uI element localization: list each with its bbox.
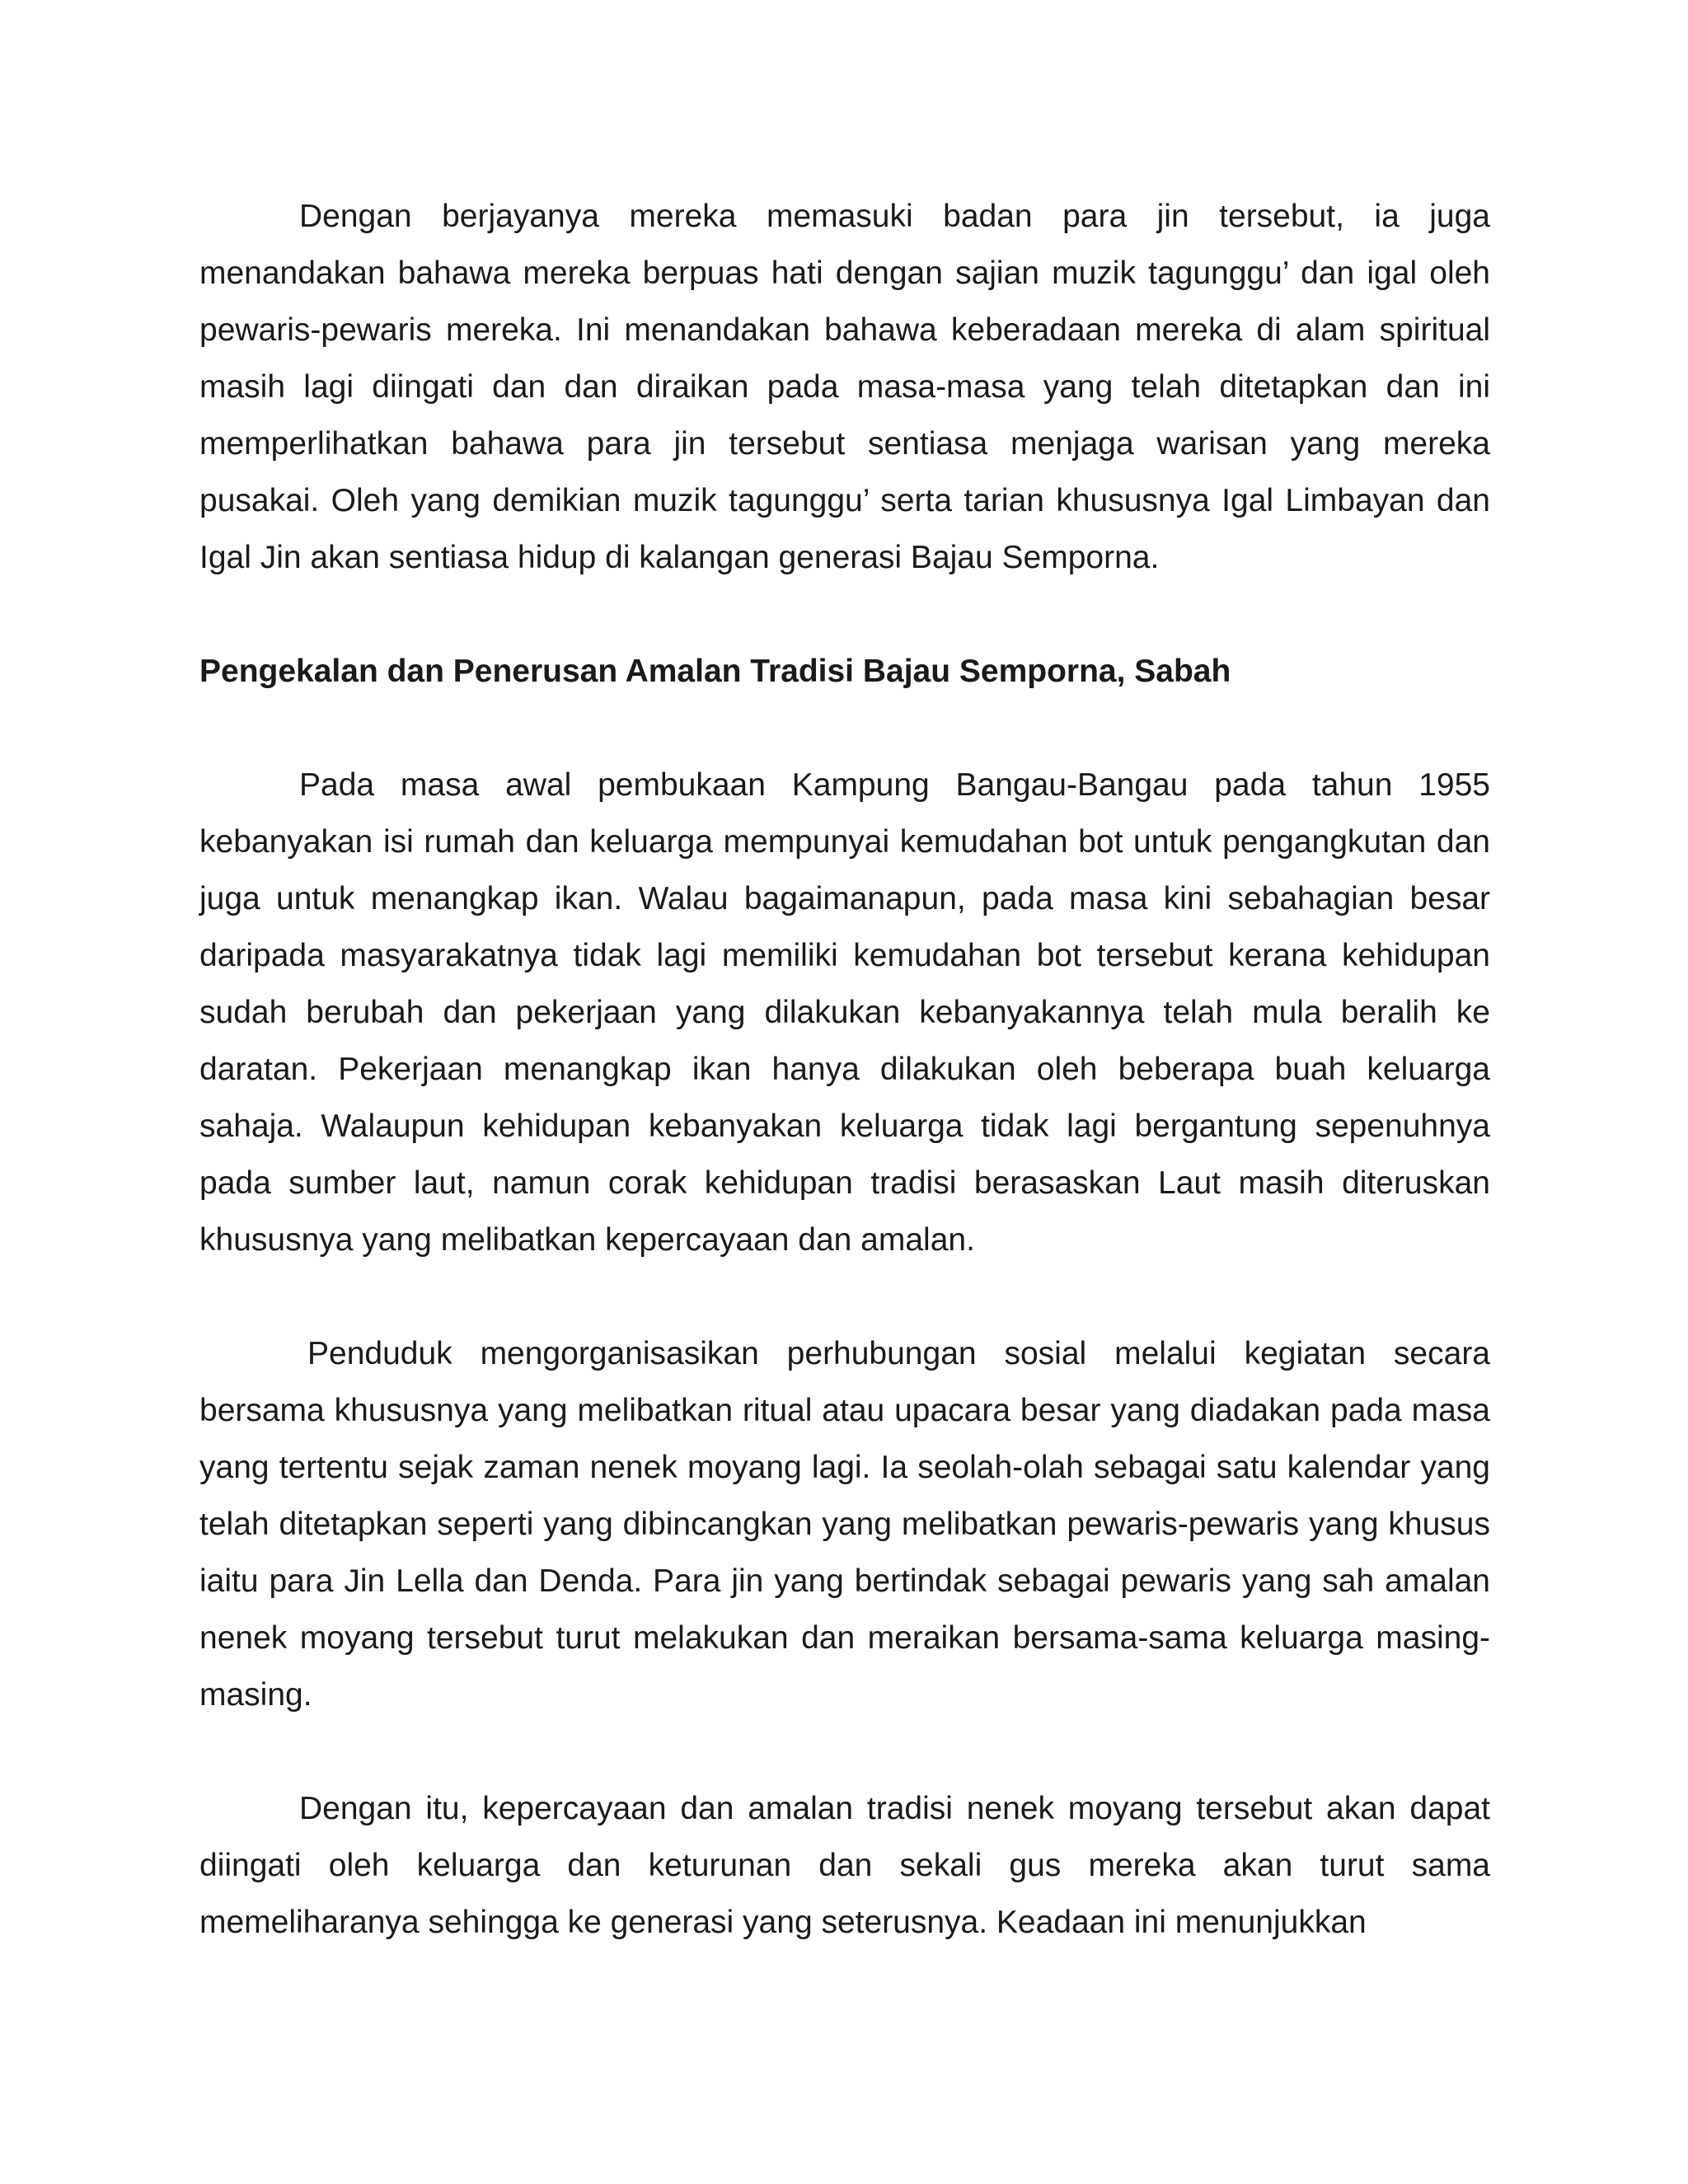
paragraph-4: Dengan itu, kepercayaan dan amalan tradisi nenek moyang tersebut akan dapat diingati oleh keluarga dan keturunan dan sekali gus mereka akan turut sama memeliharanya sehingga ke generasi yang seterusnya. Keadaan ini menunjukkan	[199, 1791, 1490, 1940]
paragraph-2: Pada masa awal pembukaan Kampung Bangau-Bangau pada tahun 1955 kebanyakan isi rumah dan keluarga mempunyai kemudahan bot untuk pengangkutan dan juga untuk menangkap ikan. Walau bagaimanapun, pada masa kini sebahagian besar daripada masyarakatnya tidak lagi memiliki kemudahan bot tersebut kerana kehidupan sudah berubah dan pekerjaan yang dilakukan kebanyakannya telah mula beralih ke daratan. Pekerjaan menangkap ikan hanya dilakukan oleh beberapa buah keluarga sahaja. Walaupun kehidupan kebanyakan keluarga tidak lagi bergantung sepenuhnya pada sumber laut, namun corak kehidupan tradisi berasaskan Laut masih diteruskan khususnya yang melibatkan kepercayaan dan amalan.	[199, 767, 1490, 1258]
paragraph-1: Dengan berjayanya mereka memasuki badan para jin tersebut, ia juga menandakan bahawa mereka berpuas hati dengan sajian muzik tagunggu’ dan igal oleh pewaris-pewaris mereka. Ini menandakan bahawa keberadaan mereka di alam spiritual masih lagi diingati dan dan diraikan pada masa-masa yang telah ditetapkan dan ini memperlihatkan bahawa para jin tersebut sentiasa menjaga warisan yang mereka pusakai. Oleh yang demikian muzik tagunggu’ serta tarian khususnya Igal Limbayan dan Igal Jin akan sentiasa hidup di kalangan generasi Bajau Semporna.	[199, 199, 1490, 575]
paragraph-spacer	[199, 1268, 1490, 1325]
paragraph-3: Penduduk mengorganisasikan perhubungan sosial melalui kegiatan secara bersama khususnya yang melibatkan ritual atau upacara besar yang diadakan pada masa yang tertentu sejak zaman nenek moyang lagi. Ia seolah-olah sebagai satu kalendar yang telah ditetapkan seperti yang dibincangkan yang melibatkan pewaris-pewaris yang khusus iaitu para Jin Lella dan Denda. Para jin yang bertindak sebagai pewaris yang sah amalan nenek moyang tersebut turut melakukan dan meraikan bersama-sama keluarga masing-masing.	[199, 1336, 1490, 1713]
document-body	[199, 188, 1490, 1951]
paragraph-spacer	[199, 586, 1490, 643]
section-heading: Pengekalan dan Penerusan Amalan Tradisi Bajau Semporna, Sabah	[199, 654, 1231, 689]
paragraph-spacer	[199, 700, 1490, 757]
paragraph-spacer	[199, 1723, 1490, 1780]
